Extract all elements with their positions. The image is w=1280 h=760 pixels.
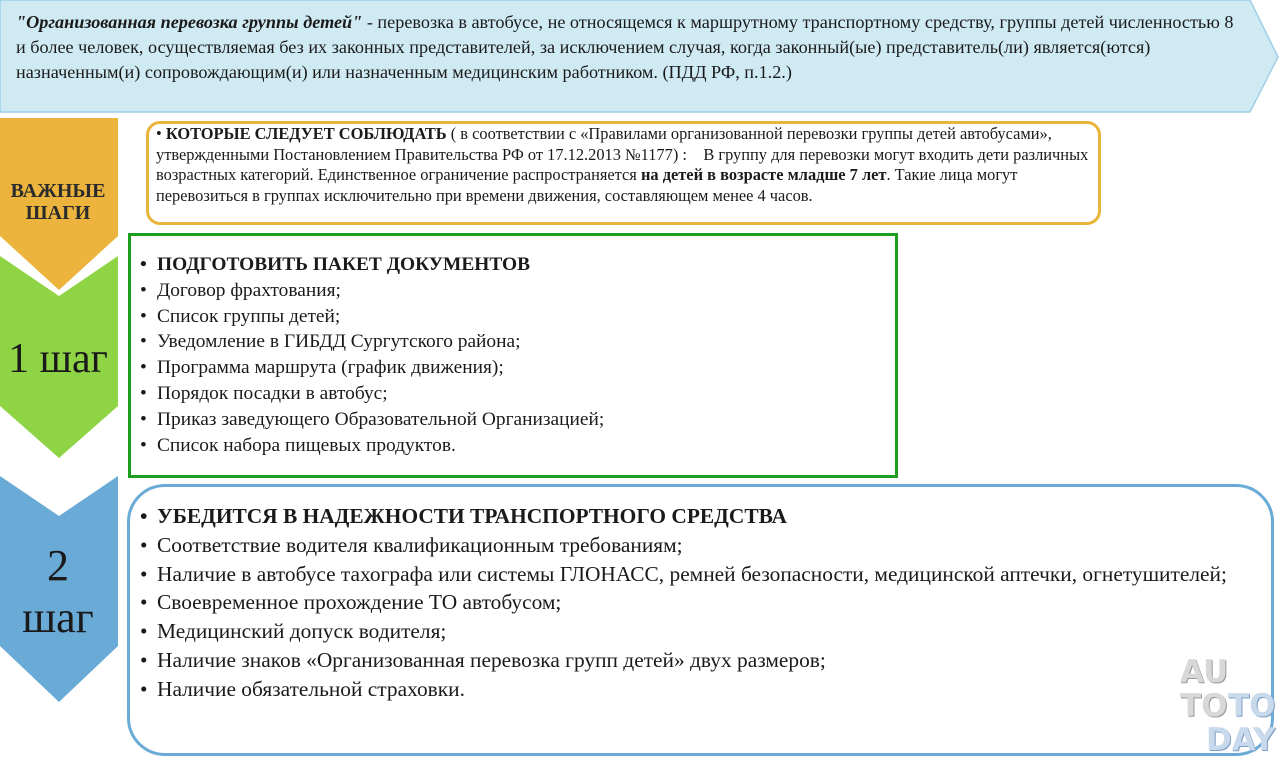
step1-heading: • ПОДГОТОВИТЬ ПАКЕТ ДОКУМЕНТОВ <box>140 254 531 275</box>
important-heading: КОТОРЫЕ СЛЕДУЕТ СОБЛЮДАТЬ <box>165 124 447 143</box>
important-rules-text <box>156 124 1096 206</box>
chevron-important-line1: ВАЖНЫЕ <box>10 180 106 202</box>
definition-text <box>16 10 1244 85</box>
chevron-step1-label: 1 шаг <box>8 336 108 382</box>
definition-term: "Организованная перевозка группы детей" <box>16 12 363 32</box>
important-reference: ( в соответствии с «Правилами организованной перевозки группы детей автобусами», утвержденными Постановлением Правительства РФ от 17.12.2013 №1177) : <box>156 124 1052 164</box>
chevron-step2-line1: 2 <box>47 541 69 590</box>
definition-body: - перевозка в автобусе, не относящемся к маршрутному транспортному средству, группы детей численностью 8 и более человек, осуществляемая без их законных представителей, за исключением случая, когда законный(ые) представитель(ли) является(ются) назначенным(и) сопровождающим(и) или назначенным медицинским работником. (ПДД РФ, п.1.2.) <box>16 12 1234 82</box>
important-body-start: В группу для перевозки могут входить дети различных возрастных категорий. Единственное ограничение распространяется <box>156 144 1089 184</box>
step2-list <box>140 502 1260 704</box>
autotoday-watermark <box>1172 655 1280 760</box>
chevron-step2-line2: шаг <box>22 593 94 642</box>
chevron-important-line2: ШАГИ <box>25 202 91 224</box>
list-item: • Медицинский допуск водителя; <box>140 619 447 644</box>
chevron-important-label <box>0 180 116 224</box>
list-item: • Порядок посадки в автобус; <box>140 382 388 404</box>
bullet: • <box>156 124 162 143</box>
watermark-line2b: TO <box>1228 688 1276 724</box>
step1-list <box>140 252 880 458</box>
list-item: • Уведомление в ГИБДД Сургутского района; <box>140 331 521 353</box>
list-item: • Своевременное прохождение ТО автобусом; <box>140 590 562 615</box>
watermark-line2a: TO <box>1180 688 1228 724</box>
chevron-step2-label <box>0 540 116 644</box>
important-body-end: . Такие лица могут перевозиться в группах исключительно при времени движения, составляющем менее 4 часов. <box>156 165 1018 205</box>
list-item: • Программа маршрута (график движения); <box>140 357 504 379</box>
list-item: • Наличие обязательной страховки. <box>140 676 465 701</box>
list-item: • Список группы детей; <box>140 305 341 327</box>
step2-heading: • УБЕДИТСЯ В НАДЕЖНОСТИ ТРАНСПОРТНОГО СРЕДСТВА <box>140 504 787 528</box>
list-item: • Наличие знаков «Организованная перевозка групп детей» двух размеров; <box>140 647 826 672</box>
list-item: • Список набора пищевых продуктов. <box>140 434 456 456</box>
list-item: • Приказ заведующего Образовательной Организацией; <box>140 408 605 430</box>
watermark-line1: AU <box>1180 654 1229 690</box>
watermark-line3: DAY <box>1206 722 1276 758</box>
list-item: • Соответствие водителя квалификационным требованиям; <box>140 532 683 557</box>
list-item: • Договор фрахтования; <box>140 279 341 301</box>
list-item: • Наличие в автобусе тахографа или системы ГЛОНАСС, ремней безопасности, медицинской аптечки, огнетушителей; <box>140 561 1227 586</box>
important-age-limit: на детей в возрасте младше 7 лет <box>640 165 887 184</box>
